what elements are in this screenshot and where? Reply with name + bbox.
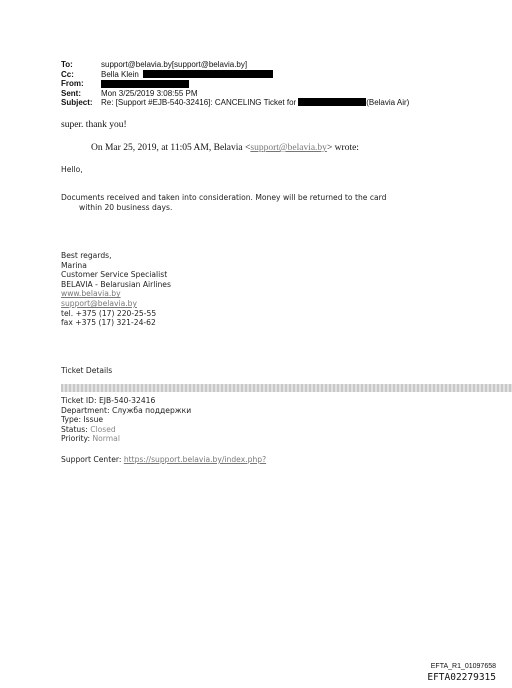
cc-value: Bella Klein: [101, 70, 139, 80]
support-center-link[interactable]: https://support.belavia.by/index.php?: [123, 455, 267, 464]
ticket-info: [61, 396, 191, 444]
signature-name: Marina: [61, 260, 87, 270]
website-link[interactable]: www.belavia.by: [61, 289, 121, 299]
message-line-2: within 20 business days.: [79, 202, 173, 212]
support-center-row: [61, 455, 266, 465]
support-center-label: Support Center:: [61, 455, 122, 464]
ticket-details-heading: Ticket Details: [61, 366, 113, 375]
ticket-id-label: Ticket ID:: [61, 396, 97, 405]
department-value: Служба поддержки: [111, 405, 192, 415]
signature-closing: Best regards,: [61, 251, 112, 260]
quote-email-link[interactable]: support@belavia.by: [250, 143, 327, 153]
sent-row: [61, 89, 409, 99]
status-label: Status:: [61, 424, 88, 434]
subject-value: Re: [Support #EJB-540-32416]: CANCELING Ticket for: [101, 98, 297, 108]
reply-text: super. thank you!: [61, 120, 127, 130]
redaction-box: [298, 98, 366, 106]
message-line-1: Documents received and taken into consideration. Money will be returned to the card: [61, 193, 387, 202]
support-email-link[interactable]: support@belavia.by: [61, 298, 137, 308]
quote-prefix: On Mar 25, 2019, at 11:05 AM, Belavia <: [91, 143, 251, 153]
from-row: [61, 79, 409, 89]
footer-reference-2: EFTA02279315: [427, 672, 496, 683]
priority-label: Priority:: [61, 434, 91, 444]
signature-tel: tel. +375 (17) 220-25-55: [61, 308, 157, 318]
status-row: [61, 425, 191, 435]
priority-row: [61, 434, 191, 444]
subject-row: [61, 98, 409, 108]
ticket-id-value: EJB-540-32416: [98, 396, 156, 405]
type-label: Type:: [61, 415, 81, 425]
quote-suffix: > wrote:: [326, 143, 359, 153]
ticket-id-row: [61, 396, 191, 406]
email-header: [61, 60, 409, 108]
department-row: [61, 406, 191, 416]
from-label: From:: [61, 79, 84, 89]
signature-company: BELAVIA - Belarusian Airlines: [61, 279, 171, 289]
subject-label: Subject:: [61, 98, 93, 108]
sent-value: Mon 3/25/2019 3:08:55 PM: [101, 88, 198, 98]
type-value: Issue: [83, 415, 104, 425]
separator-bar: [61, 384, 512, 392]
redaction-box: [101, 80, 189, 88]
message-body: [61, 193, 421, 212]
signature: [61, 251, 171, 328]
redaction-box: [143, 70, 273, 78]
footer-reference-1: EFTA_R1_01097658: [430, 663, 496, 670]
to-row: [61, 60, 409, 70]
greeting: Hello,: [61, 165, 83, 174]
sent-label: Sent:: [61, 88, 81, 98]
status-value: Closed: [90, 424, 116, 434]
signature-title: Customer Service Specialist: [61, 270, 168, 280]
priority-value: Normal: [92, 434, 120, 444]
signature-fax: fax +375 (17) 321-24-62: [61, 318, 156, 328]
cc-label: Cc:: [61, 69, 74, 79]
to-label: To:: [61, 60, 73, 69]
type-row: [61, 415, 191, 425]
to-value: support@belavia.by[support@belavia.by]: [101, 60, 248, 69]
subject-suffix: (Belavia Air): [366, 98, 410, 108]
department-label: Department:: [61, 405, 110, 415]
cc-row: [61, 70, 409, 80]
quote-attribution: [91, 143, 359, 153]
